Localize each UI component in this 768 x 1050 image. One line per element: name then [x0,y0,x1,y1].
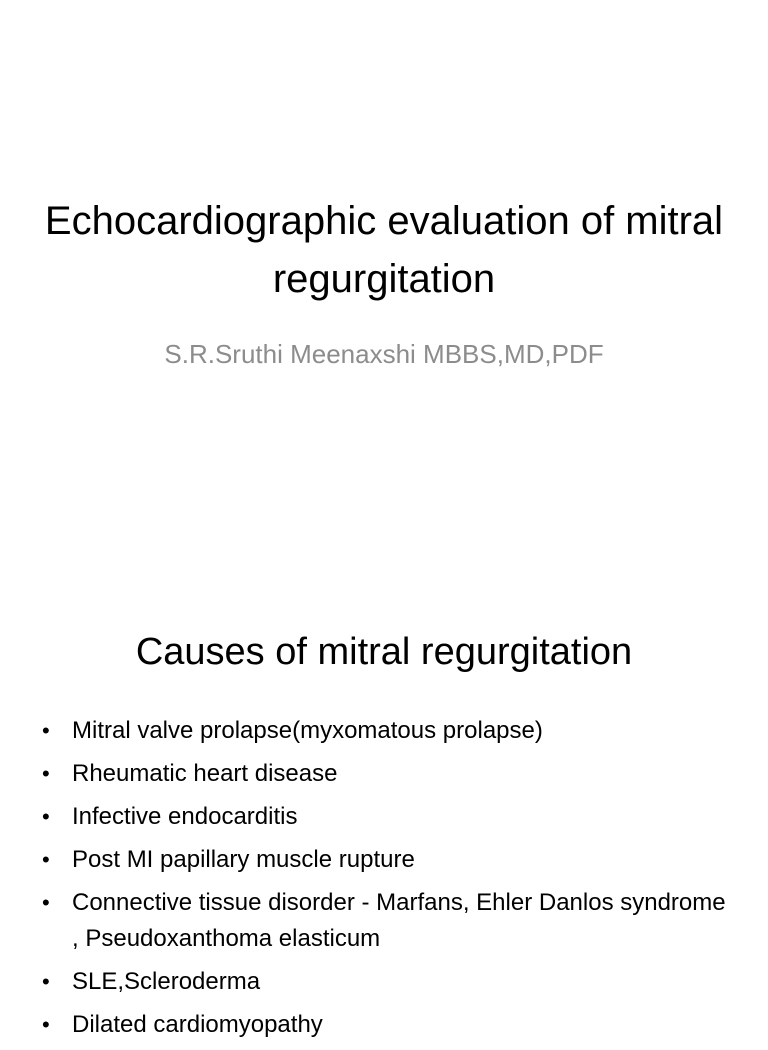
bullet-icon: • [42,761,50,786]
list-item [38,1007,738,1043]
list-item [38,842,738,878]
slide-title: Causes of mitral regurgitation [135,631,633,673]
list-item-text: Infective endocarditis [72,803,298,830]
causes-list [38,713,738,1050]
list-item-text: SLE,Scleroderma [72,968,261,995]
bullet-icon: • [42,890,50,915]
list-item-text: Rheumatic heart disease [72,760,338,787]
bullet-icon: • [42,1012,50,1037]
list-item [38,885,738,957]
causes-slide [0,576,768,1038]
list-item [38,713,738,749]
presentation-title: Echocardiographic evaluation of mitral regurgitation [44,199,724,301]
list-item [38,756,738,792]
list-item-text: Dilated cardiomyopathy [72,1011,323,1038]
bullet-icon: • [42,847,50,872]
list-item [38,799,738,835]
list-item-text: Mitral valve prolapse(myxomatous prolapse) [72,717,543,744]
list-item-text: Post MI papillary muscle rupture [72,846,415,873]
list-item-text: Connective tissue disorder - Marfans, Ehler Danlos syndrome , Pseudoxanthoma elasticum [72,889,726,952]
bullet-icon: • [42,804,50,829]
bullet-icon: • [42,718,50,743]
author-subtitle: S.R.Sruthi Meenaxshi MBBS,MD,PDF [164,339,604,369]
list-item [38,964,738,1000]
bullet-icon: • [42,969,50,994]
